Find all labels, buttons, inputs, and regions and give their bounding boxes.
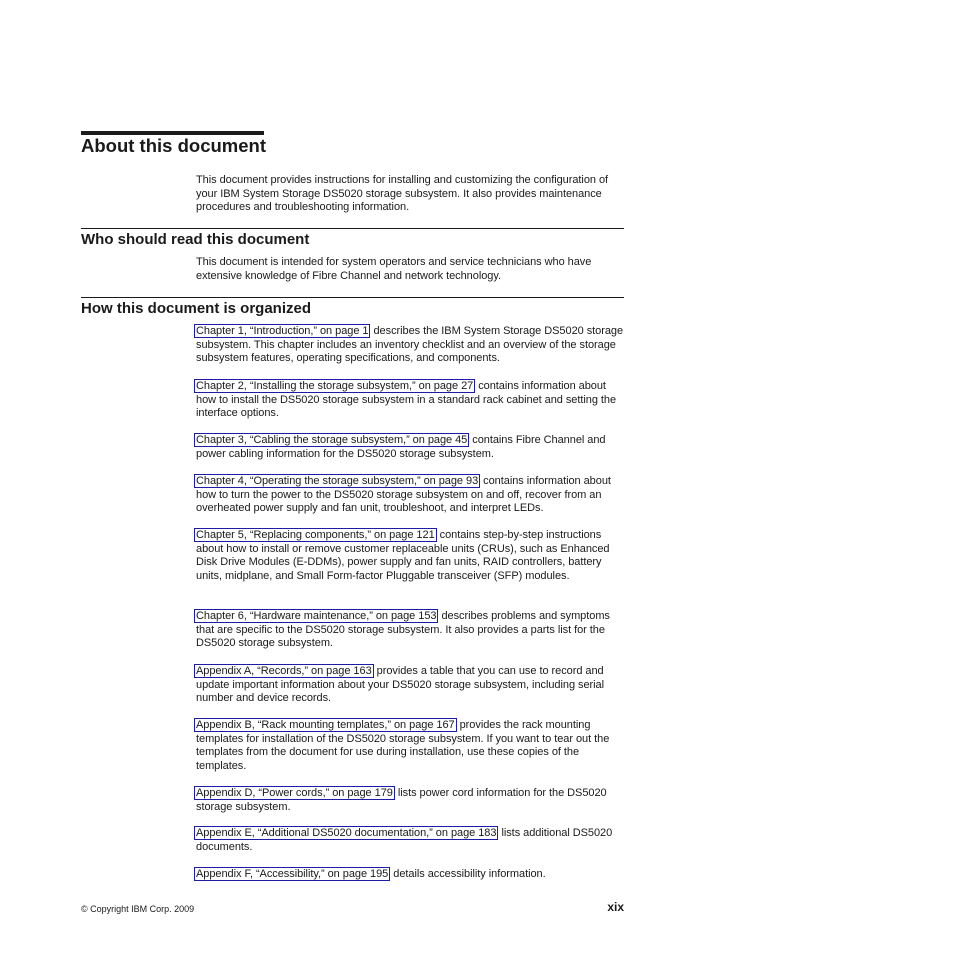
organization-item-appendix-a: Appendix A, “Records,” on page 163 provides a table that you can use to record and update important information about your DS5020 storage subsystem, including serial number and device records. — [196, 665, 605, 705]
appendix-e-link[interactable]: Appendix E, “Additional DS5020 documentation,” on page 183 — [196, 827, 497, 839]
chapter-1-link[interactable]: Chapter 1, “Introduction,” on page 1 — [196, 325, 369, 337]
section-who-paragraph: This document is intended for system operators and service technicians who have extensive knowledge of Fibre Channel and network technology. — [196, 256, 592, 282]
organization-item-chapter-3: Chapter 3, “Cabling the storage subsystem,” on page 45 contains Fibre Channel and power cabling information for the DS5020 storage subsystem. — [196, 434, 606, 460]
footer-page-number: xix — [607, 900, 624, 914]
footer-copyright: © Copyright IBM Corp. 2009 — [81, 904, 195, 914]
section-rule-how — [81, 297, 624, 298]
organization-item-chapter-1: Chapter 1, “Introduction,” on page 1 describes the IBM System Storage DS5020 storage subsystem. This chapter includes an inventory checklist and an overview of the storage subsystem features, operating specifications, and components. — [196, 325, 624, 365]
organization-item-chapter-2: Chapter 2, “Installing the storage subsystem,” on page 27 contains information about how to install the DS5020 storage subsystem in a standard rack cabinet and setting the interface options. — [196, 380, 617, 420]
organization-item-appendix-e: Appendix E, “Additional DS5020 documentation,” on page 183 lists additional DS5020 documents. — [196, 827, 613, 853]
appendix-a-link[interactable]: Appendix A, “Records,” on page 163 — [196, 665, 372, 677]
section-heading-who: Who should read this document — [81, 231, 310, 248]
chapter-4-link[interactable]: Chapter 4, “Operating the storage subsystem,” on page 93 — [196, 475, 479, 487]
organization-item-appendix-d: Appendix D, “Power cords,” on page 179 lists power cord information for the DS5020 storage subsystem. — [196, 787, 607, 813]
section-heading-how: How this document is organized — [81, 300, 312, 317]
intro-paragraph: This document provides instructions for installing and customizing the configuration of your IBM System Storage DS5020 storage subsystem. It also provides maintenance procedures and troubleshooting information. — [196, 174, 609, 214]
appendix-f-link[interactable]: Appendix F, “Accessibility,” on page 195 — [196, 868, 389, 880]
appendix-d-link[interactable]: Appendix D, “Power cords,” on page 179 — [196, 787, 393, 799]
page-title: About this document — [81, 135, 266, 156]
organization-item-chapter-4: Chapter 4, “Operating the storage subsystem,” on page 93 contains information about how to turn the power to the DS5020 storage subsystem on and off, recover from an overheated power supply and fan unit, troubleshoot, and interpret LEDs. — [196, 475, 611, 515]
organization-item-appendix-b: Appendix B, “Rack mounting templates,” on page 167 provides the rack mounting templates for installation of the DS5020 storage subsystem. If you want to tear out the templates from the document for use during installation, use these copies of the templates. — [196, 719, 610, 773]
section-rule-who — [81, 228, 624, 229]
organization-item-appendix-f: Appendix F, “Accessibility,” on page 195 details accessibility information. — [196, 868, 546, 880]
appendix-b-link[interactable]: Appendix B, “Rack mounting templates,” on page 167 — [196, 719, 455, 731]
chapter-5-link[interactable]: Chapter 5, “Replacing components,” on page 121 — [196, 529, 435, 541]
chapter-6-link[interactable]: Chapter 6, “Hardware maintenance,” on page 153 — [196, 610, 437, 622]
chapter-2-link[interactable]: Chapter 2, “Installing the storage subsystem,” on page 27 — [196, 380, 474, 392]
chapter-3-link[interactable]: Chapter 3, “Cabling the storage subsystem,” on page 45 — [196, 434, 468, 446]
organization-item-chapter-5: Chapter 5, “Replacing components,” on page 121 contains step-by-step instructions about how to install or remove customer replaceable units (CRUs), such as Enhanced Disk Drive Modules (E-DDMs), power supply and fan units, RAID controllers, battery units, midplane, and Small Form-factor Pluggable transceiver (SFP) modules. — [196, 529, 610, 583]
organization-item-chapter-6: Chapter 6, “Hardware maintenance,” on page 153 describes problems and symptoms that are specific to the DS5020 storage subsystem. It also provides a parts list for the DS5020 storage subsystem. — [196, 610, 610, 650]
